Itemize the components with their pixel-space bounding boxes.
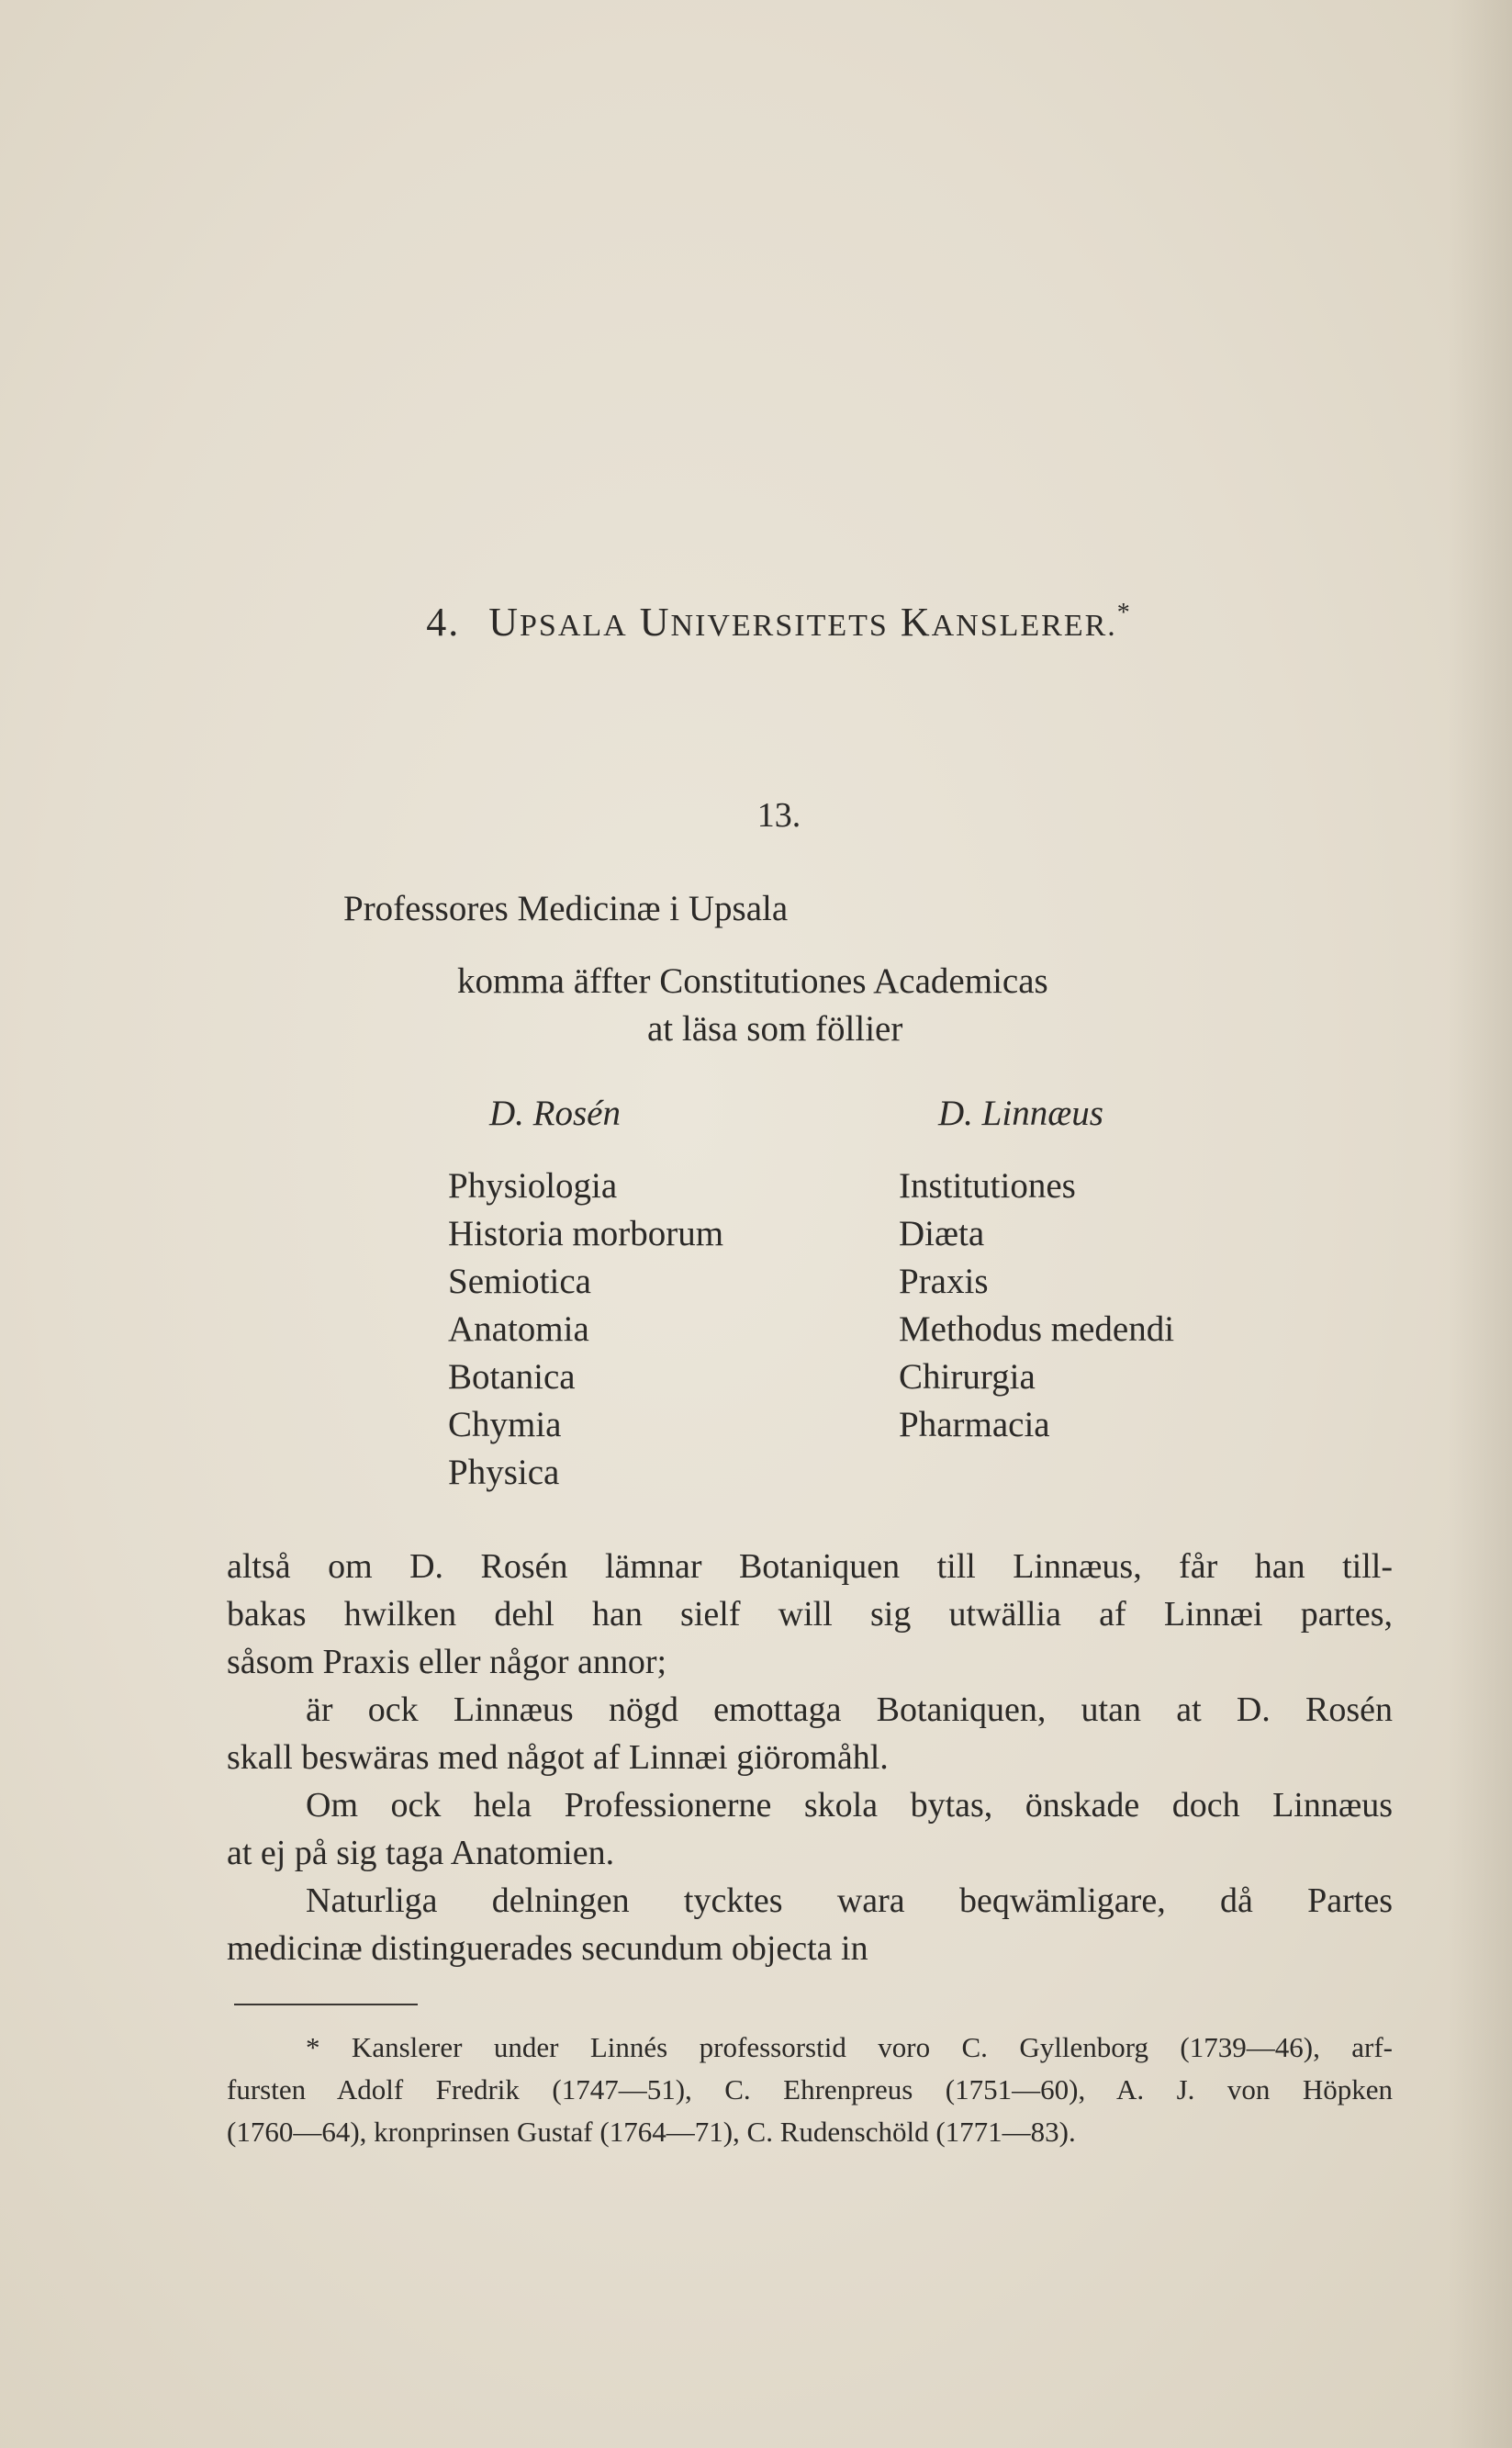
section-heading	[0, 599, 1512, 646]
body-text-line: är ock Linnæus nögd emottaga Botaniquen, utan at D. Rosén	[306, 1690, 1393, 1729]
section-number: 4.	[426, 600, 461, 645]
footnote-line-2: fursten Adolf Fredrik (1747—51), C. Ehrenpreus (1751—60), A. J. von Höpken	[227, 2073, 1393, 2106]
body-text-line: såsom Praxis eller någor annor;	[227, 1643, 667, 1681]
heading-word-3: KANSLERER.	[900, 600, 1117, 645]
body-text-line: skall beswäras med något af Linnæi giöromåhl.	[227, 1738, 889, 1777]
right-column-item: Methodus medendi	[899, 1309, 1175, 1349]
body-text-line: medicinæ distinguerades secundum objecta in	[227, 1929, 868, 1968]
left-column-item: Semiotica	[448, 1262, 591, 1301]
footnote-line-1: * Kanslerer under Linnés professorstid voro C. Gyllenborg (1739—46), arf-	[306, 2031, 1393, 2063]
intro-line-1: Professores Medicinæ i Upsala	[343, 889, 789, 928]
right-column-item: Praxis	[899, 1262, 989, 1301]
right-column-item: Diæta	[899, 1214, 985, 1253]
body-text-line: altså om D. Rosén lämnar Botaniquen till Linnæus, får han till-	[227, 1547, 1393, 1586]
footnote-line-3: (1760—64), kronprinsen Gustaf (1764—71), C. Rudenschöld (1771—83).	[227, 2116, 1076, 2148]
page-edge-shadow	[1448, 0, 1512, 2448]
body-text-line: Naturliga delningen tycktes wara beqwämligare, då Partes	[306, 1881, 1393, 1920]
left-column-header: D. Rosén	[489, 1094, 621, 1133]
left-column-item: Physiologia	[448, 1166, 618, 1206]
left-column-item: Anatomia	[448, 1309, 589, 1349]
left-column-item: Physica	[448, 1453, 560, 1492]
intro-line-2: komma äffter Constitutiones Academicas	[457, 961, 1048, 1001]
left-column-item: Historia morborum	[448, 1214, 724, 1253]
left-column-item: Botanica	[448, 1357, 576, 1397]
right-column-item: Chirurgia	[899, 1357, 1036, 1397]
right-column-item: Pharmacia	[899, 1405, 1050, 1444]
body-text-line: bakas hwilken dehl han sielf will sig utwällia af Linnæi partes,	[227, 1595, 1393, 1634]
right-column-header: D. Linnæus	[938, 1094, 1103, 1133]
document-number: 13.	[756, 796, 801, 835]
body-text-line: at ej på sig taga Anatomien.	[227, 1834, 615, 1872]
footnote-marker: *	[1116, 599, 1132, 627]
heading-word-2: UNIVERSITETS	[639, 600, 889, 645]
right-column-item: Institutiones	[899, 1166, 1076, 1206]
left-column-item: Chymia	[448, 1405, 562, 1444]
heading-word-1: UPSALA	[488, 600, 628, 645]
intro-line-3: at läsa som föllier	[647, 1009, 903, 1049]
body-text-line: Om ock hela Professionerne skola bytas, önskade doch Linnæus	[306, 1786, 1393, 1825]
footnote-divider	[234, 2004, 418, 2005]
